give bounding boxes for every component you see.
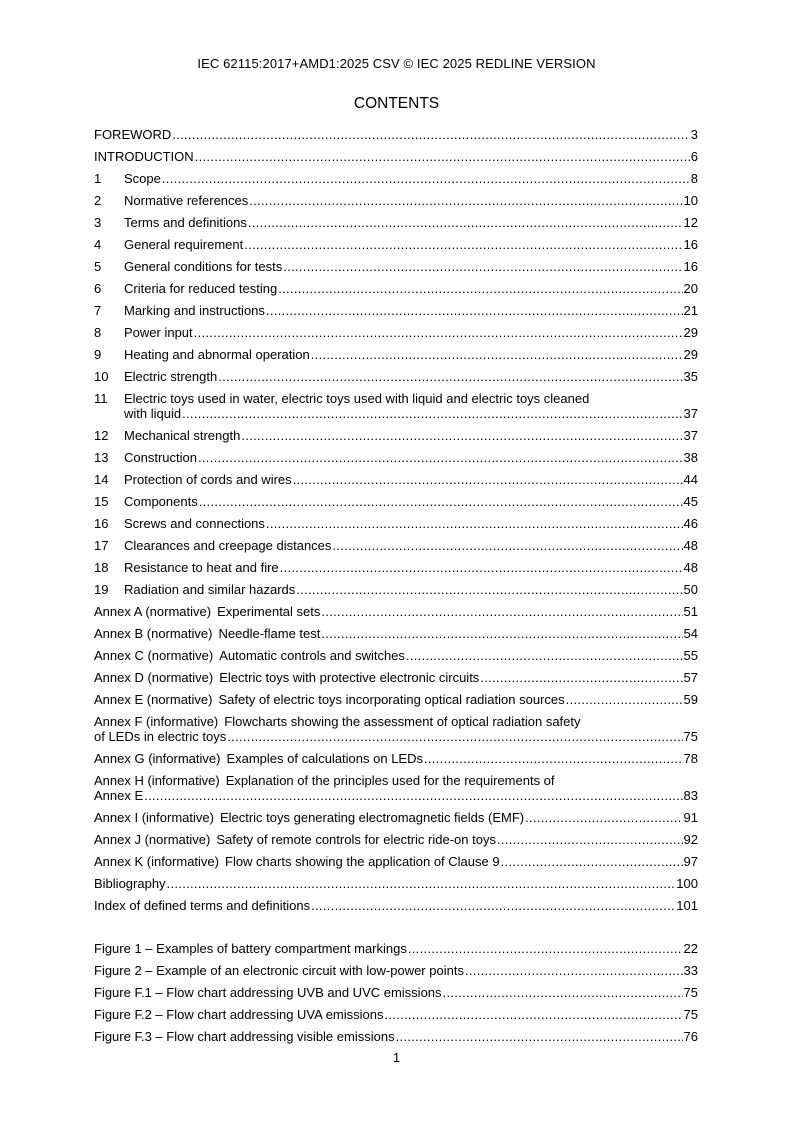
dot-leader	[162, 171, 690, 186]
toc-entry[interactable]	[94, 237, 698, 259]
toc-label: Figure F.3 – Flow chart addressing visible emissions	[94, 1029, 395, 1044]
toc-page-number: 44	[683, 472, 698, 487]
toc-row	[94, 751, 698, 766]
toc-page-number: 55	[683, 648, 698, 663]
toc-entry[interactable]	[94, 281, 698, 303]
toc-label: Figure F.1 – Flow chart addressing UVB and UVC emissions	[94, 985, 442, 1000]
dot-leader	[311, 898, 675, 913]
toc-page-number: 75	[683, 985, 698, 1000]
toc-page-number: 75	[683, 729, 698, 744]
toc-label: Examples of calculations on LEDs	[226, 751, 423, 766]
toc-page-number: 46	[683, 516, 698, 531]
toc-label: Explanation of the principles used for the requirements of	[225, 773, 555, 788]
dot-leader	[218, 369, 682, 384]
toc-label: Resistance to heat and fire	[124, 560, 279, 575]
annex-designation: Annex D (normative)	[94, 670, 214, 685]
dot-leader	[408, 941, 683, 956]
dot-leader	[266, 516, 683, 531]
dot-leader	[167, 876, 676, 891]
dot-leader	[525, 810, 682, 825]
toc-label: Radiation and similar hazards	[124, 582, 296, 597]
toc-entry[interactable]	[94, 582, 698, 604]
toc-row	[94, 281, 698, 296]
toc-row	[94, 472, 698, 487]
toc-page-number: 29	[683, 325, 698, 340]
toc-row	[94, 237, 698, 252]
toc-number: 12	[94, 428, 109, 443]
dot-leader	[278, 281, 682, 296]
dot-leader	[144, 788, 682, 803]
toc-entry[interactable]	[94, 692, 698, 714]
toc-entry[interactable]	[94, 369, 698, 391]
dot-leader	[249, 193, 682, 208]
toc-label: Criteria for reduced testing	[124, 281, 278, 296]
dot-leader	[465, 963, 683, 978]
toc-entry[interactable]	[94, 985, 698, 1007]
toc-label: Electric toys with protective electronic circuits	[219, 670, 480, 685]
toc-entry[interactable]	[94, 604, 698, 626]
toc-label: Safety of electric toys incorporating optical radiation sources	[218, 692, 565, 707]
toc-number: 13	[94, 450, 109, 465]
toc-page-number: 22	[683, 941, 698, 956]
toc-row	[94, 516, 698, 531]
toc-entry[interactable]	[94, 810, 698, 832]
toc-number: 19	[94, 582, 109, 597]
toc-row	[94, 494, 698, 509]
toc-row	[94, 692, 698, 707]
toc-page-number: 6	[690, 149, 698, 164]
toc-entry[interactable]	[94, 773, 698, 810]
toc-page-number: 50	[683, 582, 698, 597]
toc-entry[interactable]	[94, 193, 698, 215]
toc-page-number: 37	[683, 406, 698, 421]
toc-page-number: 16	[683, 259, 698, 274]
toc-entry[interactable]	[94, 215, 698, 237]
dot-leader	[244, 237, 682, 252]
toc-entry[interactable]	[94, 963, 698, 985]
toc-page-number: 51	[683, 604, 698, 619]
toc-entry[interactable]	[94, 472, 698, 494]
toc-label: Experimental sets	[217, 604, 321, 619]
dot-leader	[199, 494, 683, 509]
dot-leader	[293, 472, 683, 487]
dot-leader	[497, 832, 683, 847]
toc-label: Figure F.2 – Flow chart addressing UVA emissions	[94, 1007, 384, 1022]
toc-page-number: 75	[683, 1007, 698, 1022]
toc-number: 1	[94, 171, 102, 186]
toc-entry[interactable]	[94, 626, 698, 648]
toc-row	[94, 149, 698, 164]
toc-row	[94, 941, 698, 956]
toc-label: Components	[124, 494, 198, 509]
toc-label: Figure 1 – Examples of battery compartment markings	[94, 941, 407, 956]
dot-leader	[283, 259, 682, 274]
toc-label: Flowcharts showing the assessment of optical radiation safety	[224, 714, 581, 729]
dot-leader	[182, 406, 682, 421]
annex-designation: Annex C (normative)	[94, 648, 214, 663]
page-number: 1	[392, 1050, 401, 1065]
toc-entry[interactable]	[94, 325, 698, 347]
toc-number: 6	[94, 281, 102, 296]
page-title: CONTENTS	[353, 95, 440, 112]
dot-leader	[241, 428, 682, 443]
dot-leader	[172, 127, 689, 142]
toc-entry[interactable]	[94, 450, 698, 472]
toc-number: 2	[94, 193, 102, 208]
toc-number: 11	[94, 391, 108, 406]
toc-page-number: 10	[683, 193, 698, 208]
dot-leader	[406, 648, 683, 663]
toc-row-first	[94, 714, 698, 729]
toc-label: Mechanical strength	[124, 428, 241, 443]
toc-page-number: 92	[683, 832, 698, 847]
toc-row	[94, 626, 698, 641]
toc-page-number: 97	[683, 854, 698, 869]
toc-entry[interactable]	[94, 941, 698, 963]
toc-page-number: 45	[683, 494, 698, 509]
dot-leader	[443, 985, 683, 1000]
toc-entry[interactable]	[94, 391, 698, 428]
toc-page-number: 38	[683, 450, 698, 465]
toc-entry[interactable]	[94, 538, 698, 560]
toc-label: INTRODUCTION	[94, 149, 194, 164]
toc-page-number: 33	[683, 963, 698, 978]
toc-page-number: 78	[683, 751, 698, 766]
toc-row	[94, 810, 698, 825]
toc-label: Scope	[124, 171, 161, 186]
annex-designation: Annex B (normative)	[94, 626, 213, 641]
toc-row	[94, 963, 698, 978]
toc-number: 4	[94, 237, 102, 252]
list-of-figures	[94, 941, 698, 1051]
toc-entry[interactable]	[94, 171, 698, 193]
dot-leader	[424, 751, 683, 766]
toc-row	[94, 898, 698, 913]
annex-designation: Annex H (informative)	[94, 773, 220, 788]
toc-label: Electric toys used in water, electric toys used with liquid and electric toys cleaned	[124, 391, 590, 406]
toc-page-number: 3	[690, 127, 698, 142]
toc-row	[94, 369, 698, 384]
toc-label: Protection of cords and wires	[124, 472, 292, 487]
toc-label: Figure 2 – Example of an electronic circuit with low-power points	[94, 963, 464, 978]
toc-entry[interactable]	[94, 876, 698, 898]
document-header: IEC 62115:2017+AMD1:2025 CSV © IEC 2025 REDLINE VERSION	[197, 56, 596, 71]
toc-row	[94, 303, 698, 318]
toc-row	[94, 428, 698, 443]
toc-page-number: 21	[683, 303, 698, 318]
dot-leader	[248, 215, 683, 230]
toc-label-continuation: Annex E	[94, 788, 144, 803]
toc-label: Index of defined terms and definitions	[94, 898, 311, 913]
annex-designation: Annex J (normative)	[94, 832, 211, 847]
toc-page-number: 54	[683, 626, 698, 641]
toc-page-number: 100	[676, 876, 698, 891]
toc-row	[94, 985, 698, 1000]
toc-row	[94, 259, 698, 274]
toc-entry[interactable]	[94, 670, 698, 692]
toc-label: Screws and connections	[124, 516, 265, 531]
dot-leader	[332, 538, 682, 553]
toc-row	[94, 560, 698, 575]
toc-number: 8	[94, 325, 102, 340]
toc-entry[interactable]	[94, 560, 698, 582]
toc-page-number: 76	[683, 1029, 698, 1044]
dot-leader	[266, 303, 683, 318]
toc-page-number: 35	[683, 369, 698, 384]
dot-leader	[501, 854, 683, 869]
toc-row	[94, 538, 698, 553]
toc-row	[94, 325, 698, 340]
toc-entry[interactable]	[94, 751, 698, 773]
toc-number: 17	[94, 538, 109, 553]
toc-label: Automatic controls and switches	[219, 648, 405, 663]
toc-number: 14	[94, 472, 109, 487]
toc-entry[interactable]	[94, 714, 698, 751]
toc-label: Construction	[124, 450, 197, 465]
toc-label: FOREWORD	[94, 127, 172, 142]
toc-number: 16	[94, 516, 109, 531]
toc-row	[94, 171, 698, 186]
toc-row	[94, 854, 698, 869]
table-of-contents	[94, 127, 698, 920]
dot-leader	[280, 560, 683, 575]
toc-label: Heating and abnormal operation	[124, 347, 310, 362]
toc-page-number: 16	[683, 237, 698, 252]
toc-label: Power input	[124, 325, 193, 340]
toc-entry[interactable]	[94, 648, 698, 670]
toc-row-first	[94, 391, 698, 406]
toc-entry[interactable]	[94, 854, 698, 876]
toc-label: Terms and definitions	[124, 215, 247, 230]
annex-designation: Annex I (informative)	[94, 810, 214, 825]
toc-entry[interactable]	[94, 303, 698, 325]
toc-page-number: 48	[683, 538, 698, 553]
toc-entry[interactable]	[94, 1029, 698, 1051]
annex-designation: Annex F (informative)	[94, 714, 219, 729]
dot-leader	[396, 1029, 683, 1044]
toc-row	[94, 1029, 698, 1044]
dot-leader	[321, 626, 682, 641]
toc-row	[94, 215, 698, 230]
toc-row-continuation	[94, 788, 698, 803]
toc-page-number: 12	[683, 215, 698, 230]
toc-label: Bibliography	[94, 876, 166, 891]
toc-entry[interactable]	[94, 516, 698, 538]
toc-entry[interactable]	[94, 428, 698, 450]
toc-label: Safety of remote controls for electric ride-on toys	[216, 832, 496, 847]
toc-entry[interactable]	[94, 149, 698, 171]
toc-row	[94, 582, 698, 597]
toc-number: 10	[94, 369, 109, 384]
toc-label: Flow charts showing the application of Clause 9	[225, 854, 500, 869]
toc-label: Needle-flame test	[218, 626, 321, 641]
annex-designation: Annex E (normative)	[94, 692, 213, 707]
toc-label-continuation: with liquid	[124, 406, 182, 421]
toc-label-continuation: of LEDs in electric toys	[94, 729, 227, 744]
toc-number: 18	[94, 560, 109, 575]
toc-entry[interactable]	[94, 1007, 698, 1029]
annex-designation: Annex K (informative)	[94, 854, 219, 869]
toc-entry[interactable]	[94, 259, 698, 281]
toc-row-first	[94, 773, 698, 788]
toc-entry[interactable]	[94, 127, 698, 149]
toc-page-number: 20	[683, 281, 698, 296]
toc-entry[interactable]	[94, 898, 698, 920]
toc-page-number: 8	[690, 171, 698, 186]
dot-leader	[321, 604, 682, 619]
dot-leader	[566, 692, 683, 707]
toc-label: Normative references	[124, 193, 249, 208]
toc-label: Marking and instructions	[124, 303, 265, 318]
toc-page-number: 91	[683, 810, 698, 825]
toc-label: General conditions for tests	[124, 259, 283, 274]
toc-number: 3	[94, 215, 102, 230]
annex-designation: Annex A (normative)	[94, 604, 212, 619]
toc-number: 7	[94, 303, 102, 318]
toc-label: Clearances and creepage distances	[124, 538, 332, 553]
toc-entry[interactable]	[94, 832, 698, 854]
toc-entry[interactable]	[94, 347, 698, 369]
dot-leader	[296, 582, 682, 597]
toc-row	[94, 127, 698, 142]
toc-page-number: 57	[683, 670, 698, 685]
dot-leader	[195, 149, 690, 164]
dot-leader	[194, 325, 683, 340]
toc-row	[94, 450, 698, 465]
toc-row-continuation	[94, 406, 698, 421]
toc-row	[94, 832, 698, 847]
dot-leader	[480, 670, 682, 685]
dot-leader	[311, 347, 683, 362]
toc-label: General requirement	[124, 237, 244, 252]
toc-label: Electric toys generating electromagnetic fields (EMF)	[219, 810, 525, 825]
toc-page-number: 101	[676, 898, 698, 913]
toc-row	[94, 1007, 698, 1022]
toc-row-continuation	[94, 729, 698, 744]
dot-leader	[198, 450, 683, 465]
toc-number: 9	[94, 347, 102, 362]
toc-page-number: 48	[683, 560, 698, 575]
dot-leader	[385, 1007, 683, 1022]
toc-row	[94, 347, 698, 362]
annex-designation: Annex G (informative)	[94, 751, 221, 766]
toc-number: 5	[94, 259, 102, 274]
toc-row	[94, 604, 698, 619]
toc-row	[94, 193, 698, 208]
toc-row	[94, 670, 698, 685]
toc-page-number: 37	[683, 428, 698, 443]
toc-page-number: 29	[683, 347, 698, 362]
toc-number: 15	[94, 494, 109, 509]
dot-leader	[227, 729, 682, 744]
toc-label: Electric strength	[124, 369, 218, 384]
toc-page-number: 59	[683, 692, 698, 707]
toc-row	[94, 876, 698, 891]
toc-row	[94, 648, 698, 663]
toc-entry[interactable]	[94, 494, 698, 516]
toc-page-number: 83	[683, 788, 698, 803]
